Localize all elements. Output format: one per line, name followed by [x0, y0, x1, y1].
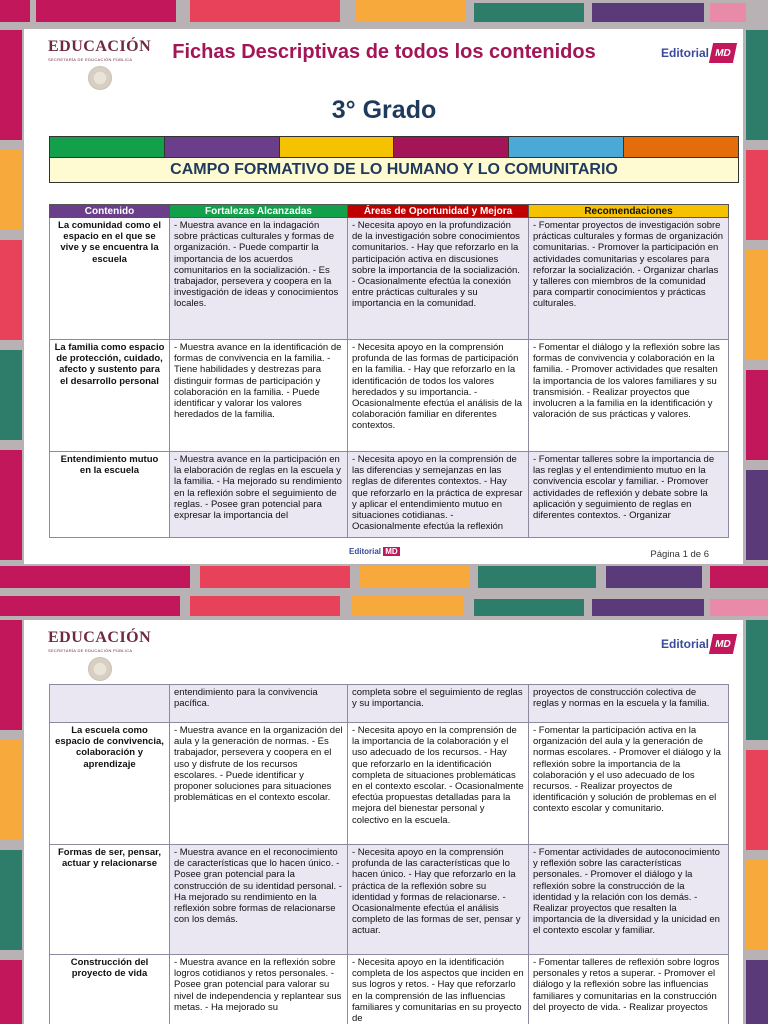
frame-tile: [0, 620, 22, 730]
frame-tile: [592, 3, 704, 22]
document-page-1: [24, 29, 743, 564]
seal-icon: [88, 657, 112, 681]
editorial-logo-text: Editorial: [660, 637, 709, 651]
table-row: [50, 218, 729, 340]
frame-tile: [36, 0, 176, 22]
frame-tile: [746, 370, 768, 460]
fichas-table-continued: [49, 684, 729, 1024]
page-number: Página 1 de 6: [650, 549, 709, 560]
frame-tile: [0, 450, 22, 560]
frame-tile: [0, 960, 22, 1024]
header-contenido: Contenido: [50, 205, 170, 218]
table-row: [50, 340, 729, 452]
cell-contenido: La comunidad como el espacio en el que se vive y se encuentra la escuela: [50, 218, 170, 340]
color-swatch: [624, 137, 738, 157]
cell-areas: - Necesita apoyo en la profundización de la investigación sobre conocimientos comunitarios. - Hay que reforzarlo en la participación activa en discusiones sobre la importancia de la socialización. - Ocasionalmente efectúa la conexión entre prácticas culturales y su importancia en la comunidad.: [348, 218, 529, 340]
cell-contenido: Formas de ser, pensar, actuar y relacionarse: [50, 845, 170, 955]
frame-tile: [0, 596, 180, 616]
cell-contenido: Entendimiento mutuo en la escuela: [50, 452, 170, 538]
frame-tile: [356, 0, 466, 22]
color-bar: [49, 136, 739, 158]
cell-recomendaciones: proyectos de construcción colectiva de reglas y normas en la escuela y la familia.: [529, 685, 729, 723]
cell-areas: - Necesita apoyo en la comprensión de la importancia de la colaboración y el uso adecuado de los recursos. - Hay que reforzarlo en la identificación completa de situaciones problemáticas en el contexto escolar. - Ocasionalmente efectúa propuestas detalladas para la mejora del bienestar personal y colectivo en la escuela.: [348, 723, 529, 845]
cell-fortalezas: - Muestra avance en la identificación de formas de convivencia en la familia. - Tiene habilidades y destrezas para distinguir formas de participación y colaboración en la familia. - Puede identificar y valorar los valores heredados de la familia.: [170, 340, 348, 452]
frame-tile: [746, 620, 768, 740]
frame-tile: [710, 599, 768, 616]
frame-tile: [746, 960, 768, 1024]
cell-areas: - Necesita apoyo en la comprensión de las diferencias y semejanzas en las reglas de diferentes contextos. - Hay que reforzarlo en la práctica de expresar y aplicar el entendimiento mutuo en situaciones cotidianas. - Ocasionalmente efectúa la reflexión: [348, 452, 529, 538]
color-swatch: [280, 137, 395, 157]
fichas-table: [49, 204, 729, 538]
frame-tile: [0, 566, 190, 588]
cell-recomendaciones: - Fomentar proyectos de investigación sobre prácticas culturales y formas de organización comunitarias. - Promover la participación en actividades comunitarias y escolares para reforzar la socialización. - Organizar charlas y talleres con miembros de la comunidad para compartir conocimientos y prácticas culturales.: [529, 218, 729, 340]
frame-tile: [0, 350, 22, 440]
table-row: [50, 723, 729, 845]
cell-fortalezas: - Muestra avance en el reconocimiento de características que lo hacen único. - Posee gran potencial para la construcción de su identidad personal. - Ha mejorado su rendimiento en la reflexión sobre formas de relacionarse con los demás.: [170, 845, 348, 955]
frame-tile: [0, 850, 22, 950]
cell-fortalezas: - Muestra avance en la organización del aula y la generación de normas. - Es trabajador, persevera y coopera en el uso y disfrute de los recursos escolares. - Puede identificar y proponer soluciones para situaciones problemáticas en el contexto escolar.: [170, 723, 348, 845]
color-swatch: [509, 137, 624, 157]
frame-tile: [0, 740, 22, 840]
cell-areas: - Necesita apoyo en la identificación completa de los aspectos que inciden en sus logros y retos. - Hay que reforzarlo en la comprensión de las influencias familiares y comunitarias en su proyecto de: [348, 955, 529, 1024]
frame-tile: [746, 150, 768, 240]
editorial-logo-text: Editorial: [660, 46, 709, 60]
cell-recomendaciones: - Fomentar la participación activa en la organización del aula y la generación de normas escolares. - Promover el diálogo y la reflexión sobre la importancia de la colaboración y el uso adecuado de los recursos. - Realizar proyectos de identificación y solución de problemas en el contexto escolar y comunitario.: [529, 723, 729, 845]
footer-logo-text: Editorial: [349, 547, 382, 556]
frame-tile: [360, 566, 470, 588]
frame-tile: [0, 0, 30, 22]
table-row: [50, 452, 729, 538]
md-logo-icon: MD: [709, 634, 737, 654]
cell-areas: - Necesita apoyo en la comprensión profunda de las características que lo hacen único. - Hay que reforzarlo en la práctica de la reflexión sobre su identidad y formas de relacionarse. - Ocasionalmente efectúa el análisis completo de las formas de ser, pensar y actuar.: [348, 845, 529, 955]
frame-tile: [0, 30, 22, 140]
cell-fortalezas: entendimiento para la convivencia pacífica.: [170, 685, 348, 723]
table-row: [50, 685, 729, 723]
document-title: Fichas Descriptivas de todos los contenidos: [172, 41, 596, 63]
footer-md-icon: MD: [385, 547, 398, 556]
frame-tile: [746, 860, 768, 950]
cell-fortalezas: - Muestra avance en la indagación sobre prácticas culturales y formas de organización. - Puede compartir la importancia de los acuerdos comunitarios en la socialización. - Es trabajador, persevera y coopera en la investigación de ideas y conocimientos locales.: [170, 218, 348, 340]
frame-tile: [190, 596, 340, 616]
frame-tile: [352, 596, 464, 616]
sep-logo: [48, 629, 158, 681]
frame-tile: [474, 3, 584, 22]
frame-tile: [746, 750, 768, 850]
table-header-row: [50, 205, 729, 218]
edu-logo-text: EDUCACIÓN: [48, 38, 152, 55]
frame-tile: [606, 566, 702, 588]
header-recomendaciones: Recomendaciones: [529, 205, 729, 218]
edu-logo-subtitle: SECRETARÍA DE EDUCACIÓN PÚBLICA: [48, 57, 133, 62]
edu-logo-subtitle: SECRETARÍA DE EDUCACIÓN PÚBLICA: [48, 648, 133, 653]
header-areas: Áreas de Oportunidad y Mejora: [348, 205, 529, 218]
frame-tile: [746, 250, 768, 360]
cell-areas: - Necesita apoyo en la comprensión profunda de las formas de participación en la familia. - Hay que reforzarlo en la identificación de todos los valores heredados y su importancia. - Ocasionalmente efectúa el análisis de la colaboración familiar en diferentes contextos.: [348, 340, 529, 452]
cell-contenido: [50, 685, 170, 723]
editorial-md-logo: [661, 41, 735, 65]
frame-tile: [200, 566, 350, 588]
frame-tile: [710, 566, 768, 588]
cell-recomendaciones: - Fomentar actividades de autoconocimiento y reflexión sobre las características personales. - Promover el diálogo y la reflexión sobre la construcción de la identidad y la relación con los demás. - Realizar proyectos que resalten la importancia de la diversidad y la unicidad en el contexto escolar y familiar.: [529, 845, 729, 955]
seal-icon: [88, 66, 112, 90]
editorial-md-logo: [661, 632, 735, 656]
sep-logo: [48, 38, 158, 90]
frame-tile: [0, 240, 22, 340]
cell-contenido: Construcción del proyecto de vida: [50, 955, 170, 1024]
footer-editorial-logo: [349, 547, 400, 556]
cell-areas: completa sobre el seguimiento de reglas y su importancia.: [348, 685, 529, 723]
cell-recomendaciones: - Fomentar talleres sobre la importancia de las reglas y el entendimiento mutuo en la convivencia escolar y familiar. - Promover actividades de reflexión y debate sobre la aplicación y seguimiento de reglas en diferentes contextos. - Organizar: [529, 452, 729, 538]
cell-fortalezas: - Muestra avance en la reflexión sobre logros cotidianos y retos personales. - Posee gran potencial para valorar su nivel de independencia y replantear sus metas. - Ha mejorado su: [170, 955, 348, 1024]
table-row: [50, 955, 729, 1024]
document-page-2: [24, 620, 743, 1024]
frame-tile: [478, 566, 596, 588]
frame-tile: [710, 3, 746, 22]
grade-title: 3° Grado: [331, 96, 437, 124]
cell-recomendaciones: - Fomentar el diálogo y la reflexión sobre las formas de convivencia y colaboración en la familia. - Promover actividades que resalten la importancia de los valores familiares y su transmisión. - Realizar proyectos que involucren a la familia en la identificación y valoración de sus prácticas y valores.: [529, 340, 729, 452]
color-swatch: [394, 137, 509, 157]
frame-tile: [592, 599, 704, 616]
cell-contenido: La escuela como espacio de convivencia, colaboración y aprendizaje: [50, 723, 170, 845]
cell-fortalezas: - Muestra avance en la participación en la elaboración de reglas en la escuela y la familia. - Ha mejorado su rendimiento en la reflexión sobre el seguimiento de reglas. - Posee gran potencial para expresar la importancia del: [170, 452, 348, 538]
cell-recomendaciones: - Fomentar talleres de reflexión sobre logros personales y retos a superar. - Promover el diálogo y la reflexión sobre las influencias familiares y comunitarias en la construcción del proyecto de vida. - Realizar proyectos: [529, 955, 729, 1024]
color-swatch: [165, 137, 280, 157]
campo-formativo-heading: CAMPO FORMATIVO DE LO HUMANO Y LO COMUNITARIO: [49, 157, 739, 183]
md-logo-icon: MD: [709, 43, 737, 63]
frame-tile: [190, 0, 340, 22]
table-row: [50, 845, 729, 955]
edu-logo-text: EDUCACIÓN: [48, 629, 152, 646]
frame-tile: [746, 30, 768, 140]
frame-tile: [474, 599, 584, 616]
frame-tile: [0, 150, 22, 230]
header-fortalezas: Fortalezas Alcanzadas: [170, 205, 348, 218]
cell-contenido: La familia como espacio de protección, cuidado, afecto y sustento para el desarrollo personal: [50, 340, 170, 452]
color-swatch: [50, 137, 165, 157]
frame-tile: [746, 470, 768, 560]
